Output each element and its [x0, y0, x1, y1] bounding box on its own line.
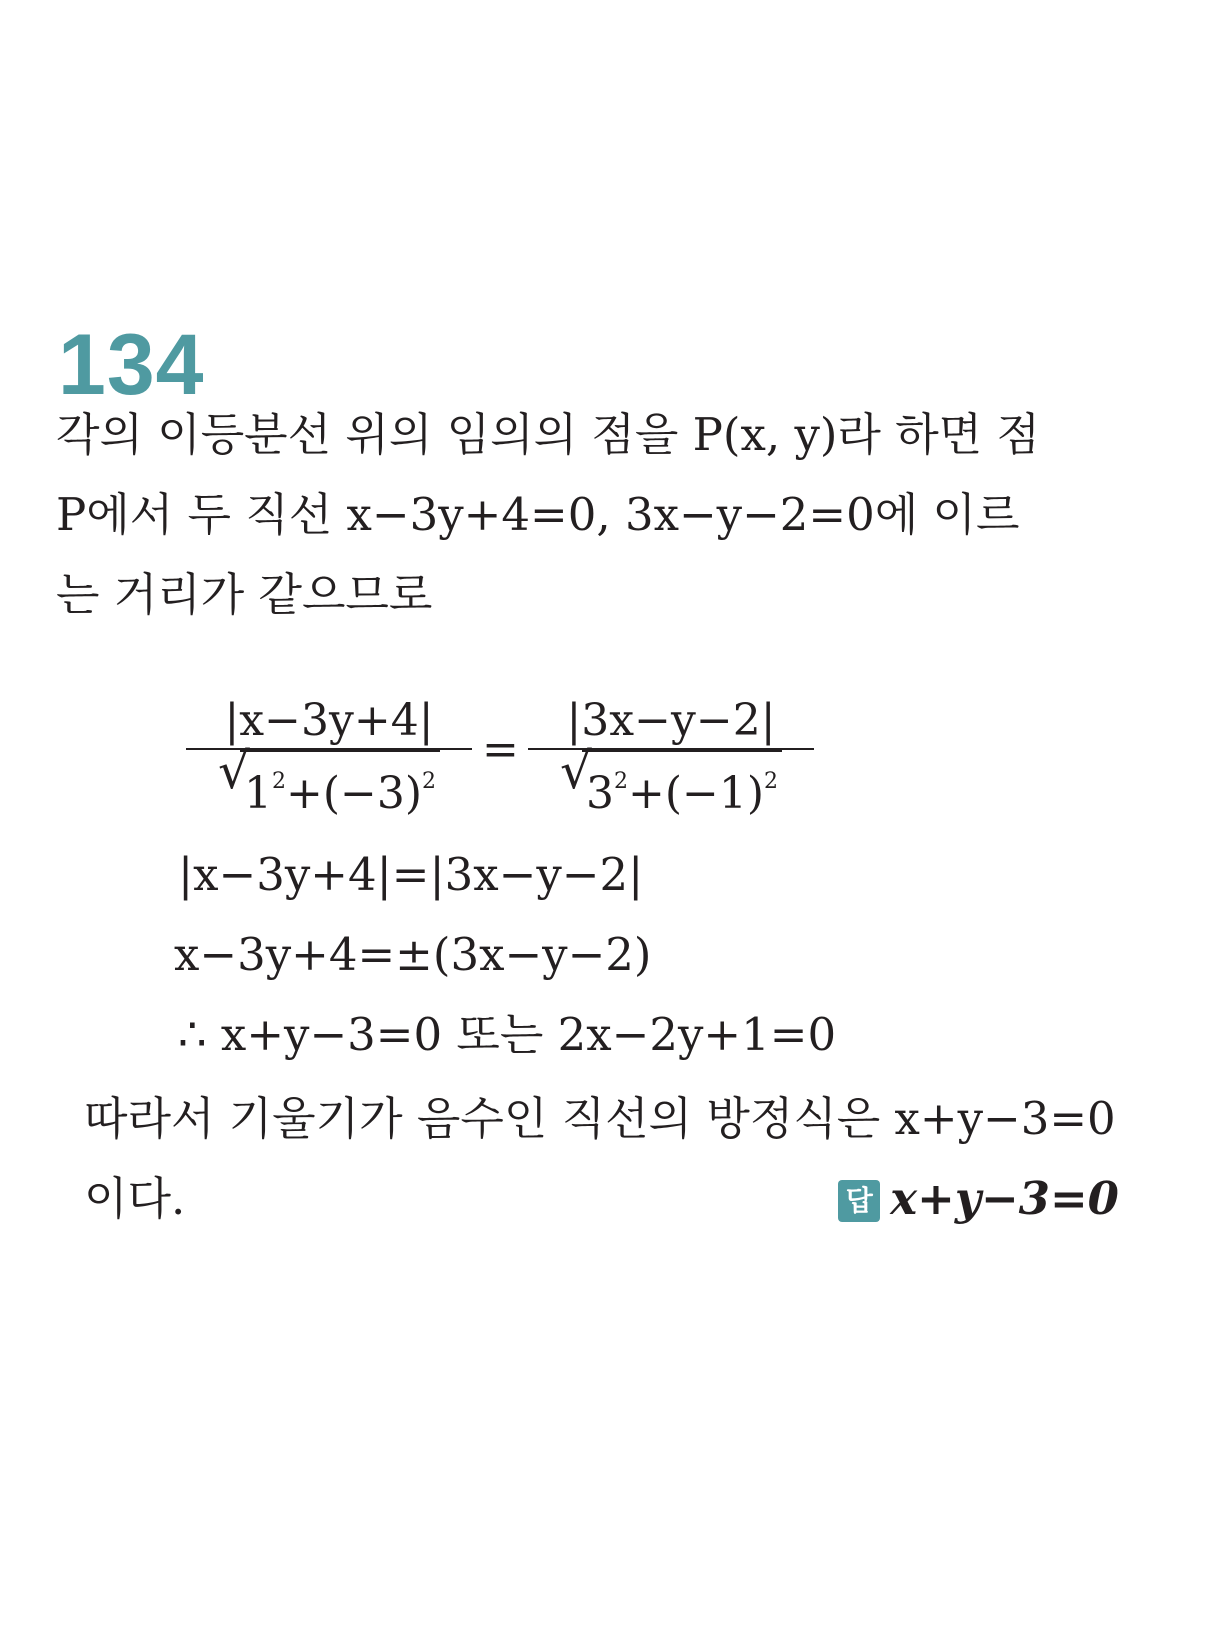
conclusion-line-2: 이다. [84, 1172, 186, 1225]
square-root [217, 742, 440, 827]
fraction-right-numerator: |3x−y−2| [566, 695, 776, 746]
conclusion-line-1: 따라서 기울기가 음수인 직선의 방정식은 x+y−3=0 [84, 1092, 1116, 1145]
answer-expression: x+y−3=0 [890, 1172, 1119, 1225]
step-2: x−3y+4=±(3x−y−2) [174, 928, 652, 981]
equals-sign: = [482, 724, 519, 775]
fraction-right-denominator [528, 742, 814, 819]
step-1: |x−3y+4|=|3x−y−2| [178, 848, 644, 901]
radicand: $3^2+(-1)^2$ [582, 750, 782, 822]
answer [838, 1172, 1119, 1225]
radical-icon: √ [217, 742, 250, 800]
fraction-left [186, 694, 472, 819]
radical-icon: √ [559, 742, 592, 800]
paragraph-line-2: P에서 두 직선 x−3y+4=0, 3x−y−2=0에 이르 [56, 488, 1020, 541]
answer-badge: 답 [838, 1180, 880, 1222]
paragraph-line-1: 각의 이등분선 위의 임의의 점을 P(x, y)라 하면 점 [56, 408, 1040, 461]
fraction-right [528, 694, 814, 819]
square-root [559, 742, 782, 827]
fraction-left-denominator [186, 742, 472, 819]
fraction-left-numerator: |x−3y+4| [224, 695, 434, 746]
radicand: $1^2+(-3)^2$ [240, 750, 440, 822]
step-3: ∴ x+y−3=0 또는 2x−2y+1=0 [178, 1008, 837, 1061]
paragraph-line-3: 는 거리가 같으므로 [56, 568, 433, 621]
problem-number: 134 [58, 317, 205, 413]
